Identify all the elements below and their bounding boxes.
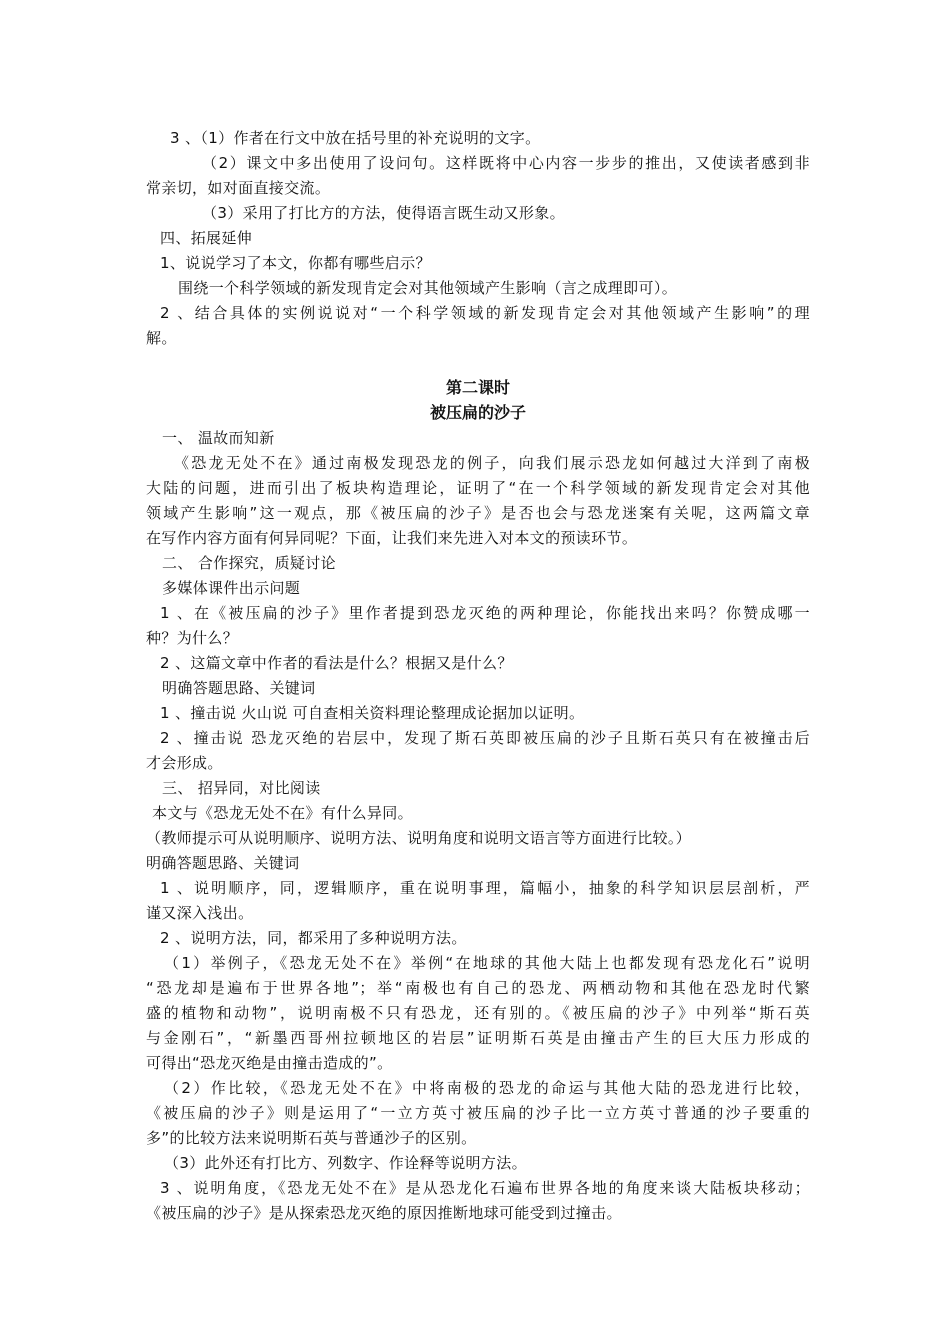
text-line: 四、拓展延伸 [160,229,253,247]
text-line: 明确答题思路、关键词 [162,679,316,697]
text-line: 1 、在《被压扁的沙子》里作者提到恐龙灭绝的两种理论，你能找出来吗？你赞成哪一 [160,604,810,622]
text-line: （3）采用了打比方的方法，使得语言既生动又形象。 [202,204,565,222]
text-line: （2）作比较，《恐龙无处不在》中将南极的恐龙的命运与其他大陆的恐龙进行比较， [164,1079,810,1097]
text-line: 2 、结合具体的实例说说对“一个科学领域的新发现肯定会对其他领域产生影响”的理 [160,304,810,322]
text-line: 种？为什么？ [146,629,239,647]
text-line: 《被压扁的沙子》则是运用了“一立方英寸被压扁的沙子比一立方英寸普通的沙子要重的 [146,1104,810,1122]
text-line: （教师提示可从说明顺序、说明方法、说明角度和说明文语言等方面进行比较。） [146,829,692,847]
text-line: 《被压扁的沙子》是从探索恐龙灭绝的原因推断地球可能受到过撞击。 [146,1204,622,1222]
text-line: 多”的比较方法来说明斯石英与普通沙子的区别。 [146,1129,477,1147]
text-line: 领域产生影响”这一观点，那《被压扁的沙子》是否也会与恐龙迷案有关呢，这两篇文章 [146,504,810,522]
text-line: 《恐龙无处不在》通过南极发现恐龙的例子，向我们展示恐龙如何越过大洋到了南极 [174,454,810,472]
text-line: 围绕一个科学领域的新发现肯定会对其他领域产生影响（言之成理即可）。 [178,279,678,297]
text-line: （2）课文中多出使用了设问句。这样既将中心内容一步步的推出，又使读者感到非 [202,154,810,172]
text-line: 2 、这篇文章中作者的看法是什么？根据又是什么？ [160,654,513,672]
lesson-heading: 第二课时 [445,378,510,397]
text-line: 3 、说明角度，《恐龙无处不在》是从恐龙化石遍布世界各地的角度来谈大陆板块移动； [160,1179,810,1197]
text-line: 常亲切，如对面直接交流。 [146,179,331,197]
text-line: 2 、说明方法，同，都采用了多种说明方法。 [160,929,467,947]
text-line: 与金刚石”，“新墨西哥州拉顿地区的岩层”证明斯石英是由撞击产生的巨大压力形成的 [146,1029,810,1047]
text-line: 在写作内容方面有何异同呢？下面，让我们来先进入对本文的预读环节。 [146,529,638,547]
text-line: 本文与《恐龙无处不在》有什么异同。 [152,804,413,822]
text-line: 三、 招异同，对比阅读 [162,779,321,797]
text-line: 多媒体课件出示问题 [162,579,301,597]
text-line: （1）举例子，《恐龙无处不在》举例“在地球的其他大陆上也都发现有恐龙化石”说明 [164,954,810,972]
text-line: 2 、撞击说 恐龙灭绝的岩层中，发现了斯石英即被压扁的沙子且斯石英只有在被撞击后 [160,729,810,747]
text-line: 大陆的问题，进而引出了板块构造理论，证明了“在一个科学领域的新发现肯定会对其他 [146,479,810,497]
text-line: 1 、说明顺序，同，逻辑顺序，重在说明事理，篇幅小，抽象的科学知识层层剖析，严 [160,879,810,897]
text-line: “恐龙却是遍布于世界各地”；举“南极也有自己的恐龙、两栖动物和其他在恐龙时代繁 [146,979,810,997]
text-line: 可得出“恐龙灭绝是由撞击造成的”。 [146,1054,393,1072]
text-line: 明确答题思路、关键词 [146,854,300,872]
text-line: 解。 [146,329,177,347]
text-line: 谨又深入浅出。 [146,904,254,922]
text-line: 3 、（1）作者在行文中放在括号里的补充说明的文字。 [170,129,541,147]
text-line: （3）此外还有打比方、列数字、作诠释等说明方法。 [164,1154,527,1172]
text-line: 1 、撞击说 火山说 可自查相关资料理论整理成论据加以证明。 [160,704,585,722]
text-line: 才会形成。 [146,754,223,772]
text-line: 一、 温故而知新 [162,429,275,447]
article-title: 被压扁的沙子 [429,403,526,422]
text-line: 盛的植物和动物”，说明南极不只有恐龙，还有别的。《被压扁的沙子》中列举“斯石英 [146,1004,810,1022]
text-line: 二、 合作探究，质疑讨论 [162,554,336,572]
text-line: 1、说说学习了本文，你都有哪些启示？ [160,254,431,272]
